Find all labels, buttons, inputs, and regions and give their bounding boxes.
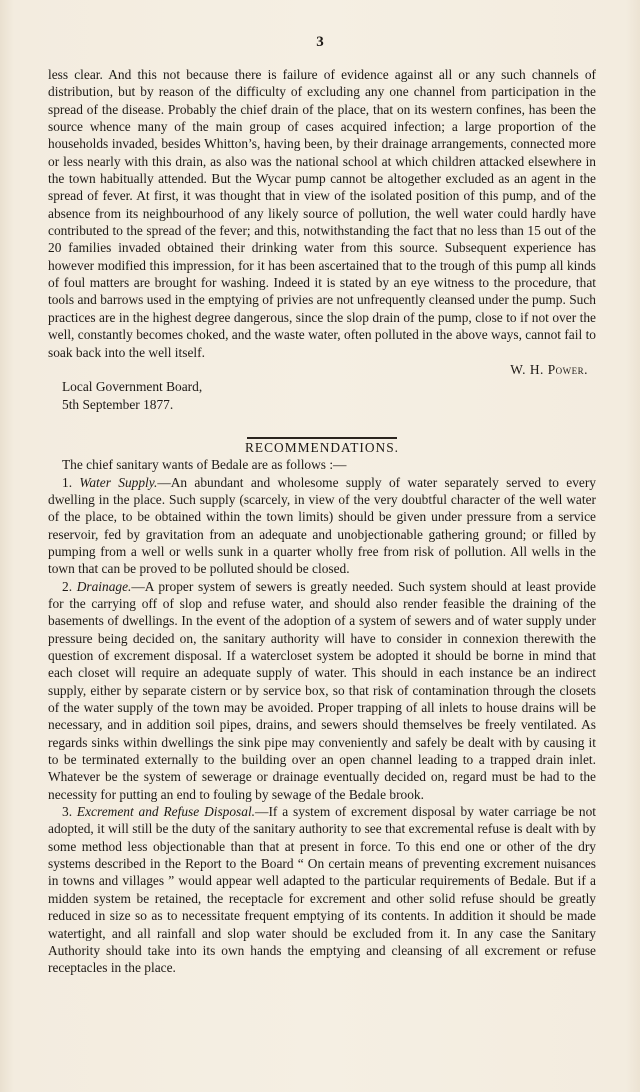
- item-number: 1.: [62, 474, 73, 490]
- item-title: Excrement and Refuse Disposal.: [76, 804, 256, 820]
- signature-date: 5th September 1877.: [62, 396, 174, 412]
- continued-paragraph: less clear. And this not because there is failure of evidence against all or any such channels of distribution, but by reason of the difficulty of excluding any one channel from participation in the spread of the disease. Probably the chief drain of the place, that on its western confines, has been the source whence many of the main group of cases acquired infection; a large proportion of the households invaded, besides Whitton’s, having been, by their drainage arrangements, connected more or less nearly with this drain, as also was the national school at which children attacked elsewhere in the town habitually attended. But the Wycar pump cannot be altogether excluded as an agent in the spread of fever. At first, it was thought that in view of the isolated position of this pump, and of the absence from its neighbourhood of any likely source of pollution, the well water could hardly have contributed to the spread of the fever; and this, notwithstanding the fact that no less than 15 out of the 20 families invaded obtained their drinking water from this source. Subsequent experience has however modified this impression, for it has been ascertained that to the trough of this pump all kinds of foul matters are brought for washing. Indeed it is stated by an eye witness to the procedure, that tools and barrows used in the emptying of privies are not unfrequently cleansed under the pump. Such practices are in the highest degree dangerous, since the slop drain of the pump, close to if not over the well, constantly becomes choked, and the waste water, often polluted in the above ways, cannot fail to soak back into the well itself.: [48, 67, 596, 360]
- recommendation-item-water-supply: [48, 474, 596, 578]
- signature: [48, 361, 596, 378]
- item-number: 3.: [62, 804, 73, 820]
- recommendation-item-excrement-disposal: [48, 803, 596, 976]
- item-title: Water Supply.: [79, 474, 158, 490]
- item-title: Drainage.: [76, 578, 132, 594]
- document-body: [48, 66, 596, 977]
- signature-place: Local Government Board,: [62, 379, 203, 395]
- recommendation-item-drainage: [48, 578, 596, 803]
- section-heading: RECOMMENDATIONS.: [244, 439, 399, 455]
- item-text: —If a system of excrement disposal by water carriage be not adopted, it will still be the duty of the sanitary authority to see that excremental refuse is dealt with by some method less objectionable than that at present in force. To this end one or other of the dry systems described in the Report to the Board “ On certain means of preventing excrement nuisances in towns and villages ” would appear well adapted to the particular requirements of Bedale. But if a midden system be retained, the receptacle for excrement and other solid refuse should be greatly reduced in size so as to necessitate frequent emptying of its contents. In addition it should be made watertight, and all rainfall and slop water should be excluded from it. In any case the Sanitary Authority should take into its own hands the emptying and cleansing of all excrement or refuse receptacles in the place.: [48, 804, 596, 976]
- item-text: —An abundant and wholesome supply of water separately served to every dwelling in the place. Such supply (scarcely, in view of the very doubtful character of the well water of the place, to be obtained within the town limits) should be given under pressure from a service reservoir, fed by gravitation from an adequate and unobjectionable gathering ground; or filled by pumping from a well or wells sunk in a quarter wholly free from risk of pollution. All wells in the town that can be proved to be polluted should be closed.: [48, 474, 596, 577]
- page-number: 3: [316, 34, 324, 50]
- item-text: —A proper system of sewers is greatly needed. Such system should at least provide for the carrying off of slop and refuse water, and should also render feasible the draining of the basements of dwellings. In the event of the adoption of a system of sewers and of water supply under pressure being decided on, the sanitary authority will have to consider in connexion therewith the question of excrement disposal. If a watercloset system be adopted it should be borne in mind that each closet will require an adequate supply of water. This should in each instance be an indirect supply, either by separate cistern or by service box, so that risk of contamination through the closets of the water supply of the town may be avoided. Proper trapping of all inlets to house drains will be necessary, and in addition soil pipes, drains, and sewers should themselves be freely ventilated. As regards sinks within dwellings the sink pipe may conveniently and safely be dealt with by causing it to be terminated externally to the building over an open channel leading to a trapped drain inlet. Whatever be the system of sewerage or drainage eventually decided on, regard must be had to the necessity for putting an end to fouling by sewage of the Bedale brook.: [48, 578, 596, 802]
- signature-name: W. H. Power.: [510, 361, 588, 377]
- item-number: 2.: [62, 578, 73, 594]
- recommendations-intro: The chief sanitary wants of Bedale are as follows :—: [62, 457, 347, 473]
